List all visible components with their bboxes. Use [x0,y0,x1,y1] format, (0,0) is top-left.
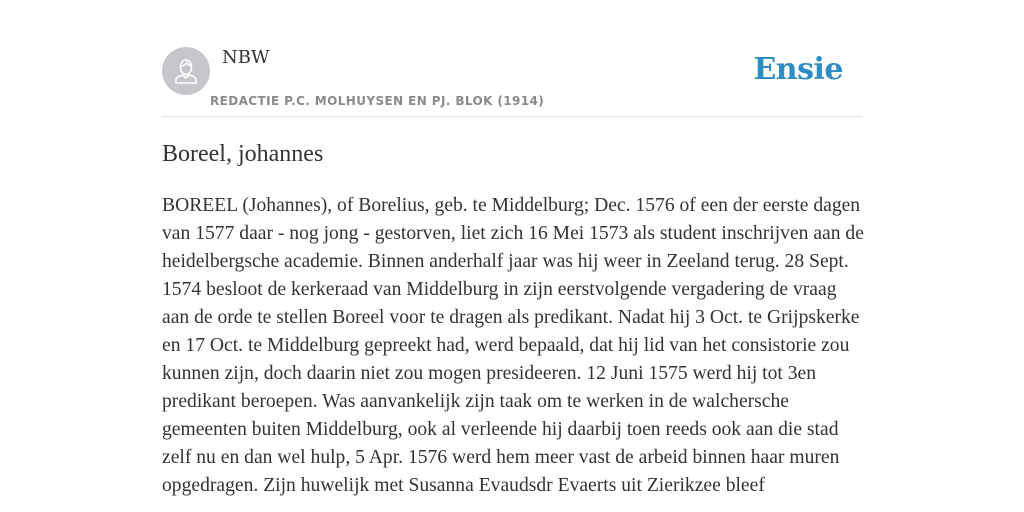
header [162,0,862,117]
article-body: BOREEL (Johannes), of Borelius, geb. te Middelburg; Dec. 1576 of een der eerste dagen van 1577 daar - nog jong - gestorven, liet zich 16 Mei 1573 als student inschrijven aan de heidelbergsche academie. Binnen anderhalf jaar was hij weer in Zeeland terug. 28 Sept. 1574 besloot de kerkeraad van Middelburg in zijn eerstvolgende vergadering de vraag aan de orde te stellen Boreel voor te dragen als predikant. Nadat hij 3 Oct. te Grijpskerke en 17 Oct. te Middelburg gepreekt had, werd bepaald, dat hij lid van het consistorie zou kunnen zijn, doch daarin niet zou mogen presideeren. 12 Juni 1575 werd hij tot 3en predikant beroepen. Was aanvankelijk zijn taak om te werken in de walchersche gemeenten buiten Middelburg, ook al verleende hij daarbij toen reeds ook aan die stad zelf nu en dan wel hulp, 5 Apr. 1576 werd hem meer vast de arbeid binnen haar muren opgedragen. Zijn huwelijk met Susanna Evaudsdr Evaerts uit Zierikzee bleef [162,195,864,496]
user-icon [162,47,210,95]
article-title: Boreel, johannes [162,141,324,167]
author-name[interactable]: NBW [222,47,270,68]
source-credit: REDACTIE P.C. MOLHUYSEN EN PJ. BLOK (1914) [210,94,545,108]
author-avatar[interactable] [162,47,210,95]
ensie-logo[interactable]: Ensie [753,52,843,87]
